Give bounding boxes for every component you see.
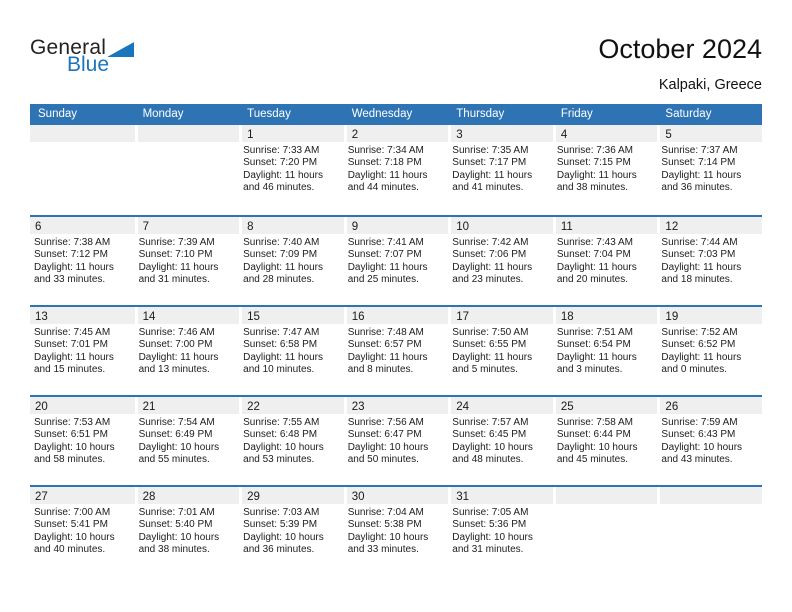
sunset-text: Sunset: 7:14 PM (661, 157, 736, 169)
daylight-text-line1: Daylight: 10 hours (138, 441, 220, 453)
day-cell-20 (30, 397, 135, 485)
logo-text-general: General (30, 36, 107, 59)
daylight-text-line2: and 33 minutes. (34, 274, 106, 286)
day-number: 3 (456, 129, 463, 141)
day-details (553, 414, 658, 467)
day-details (135, 142, 240, 145)
sunset-text: Sunset: 6:44 PM (556, 429, 631, 441)
week-row-4 (30, 395, 762, 485)
day-number-strip (660, 307, 762, 324)
sunrise-text: Sunrise: 7:34 AM (347, 145, 424, 156)
day-number: 20 (35, 401, 48, 413)
day-number: 25 (560, 401, 574, 413)
day-number: 22 (247, 401, 260, 413)
day-number: 4 (560, 129, 568, 141)
sunrise-text: Sunrise: 7:41 AM (347, 237, 424, 248)
day-cell-3 (448, 125, 553, 215)
sunrise-text: Sunrise: 7:48 AM (347, 327, 424, 338)
sunrise-text: Sunrise: 7:50 AM (452, 327, 529, 338)
day-cell-24 (448, 397, 553, 485)
day-number: 27 (35, 491, 48, 503)
day-cell-19 (657, 307, 762, 395)
daylight-text-line2: and 58 minutes. (34, 454, 106, 466)
day-number: 31 (456, 491, 470, 503)
day-number-strip (138, 487, 240, 504)
sunset-text: Sunset: 7:07 PM (347, 249, 422, 261)
week-row-2 (30, 215, 762, 305)
weekday-label-monday: Monday (142, 108, 184, 120)
daylight-text-line1: Daylight: 11 hours (138, 351, 219, 363)
day-details (553, 142, 658, 195)
sunset-text: Sunset: 6:57 PM (347, 339, 422, 351)
day-number: 15 (247, 311, 260, 323)
day-number: 14 (142, 311, 156, 323)
sunrise-text: Sunrise: 7:35 AM (452, 145, 529, 156)
sunset-text: Sunset: 6:43 PM (661, 429, 736, 441)
day-number: 26 (665, 401, 679, 413)
day-number-strip (556, 217, 658, 234)
week-row-5 (30, 485, 762, 575)
day-details (30, 504, 135, 557)
sunset-text: Sunset: 7:20 PM (243, 157, 318, 169)
day-number: 24 (456, 401, 470, 413)
day-cell-30 (344, 487, 449, 575)
daylight-text-line1: Daylight: 10 hours (452, 531, 533, 543)
day-number-strip (347, 125, 449, 142)
sunrise-text: Sunrise: 7:58 AM (556, 417, 633, 428)
sunset-text: Sunset: 7:18 PM (347, 157, 422, 169)
daylight-text-line2: and 36 minutes. (243, 544, 315, 556)
day-cell-4 (553, 125, 658, 215)
daylight-text-line1: Daylight: 11 hours (243, 261, 323, 273)
daylight-text-line2: and 15 minutes. (34, 364, 106, 376)
day-cell-empty (553, 487, 658, 575)
day-details (239, 234, 344, 287)
logo-text-blue: Blue (67, 53, 110, 76)
sunrise-text: Sunrise: 7:38 AM (34, 237, 111, 248)
day-number-strip (660, 397, 762, 414)
day-number-strip (242, 125, 344, 142)
day-details (553, 504, 658, 507)
day-cell-2 (344, 125, 449, 215)
day-cell-25 (553, 397, 658, 485)
day-number-strip (451, 125, 553, 142)
day-number-strip (347, 307, 449, 324)
sunrise-text: Sunrise: 7:39 AM (138, 237, 215, 248)
day-details (135, 234, 240, 287)
sunset-text: Sunset: 6:45 PM (452, 429, 527, 441)
day-cell-10 (448, 217, 553, 305)
day-details (448, 414, 553, 467)
daylight-text-line1: Daylight: 11 hours (661, 261, 742, 273)
weekday-label-saturday: Saturday (665, 108, 712, 120)
day-number-strip (30, 217, 135, 234)
day-details (448, 234, 553, 287)
day-details (239, 324, 344, 377)
day-number-strip (138, 397, 240, 414)
daylight-text-line1: Daylight: 10 hours (347, 441, 429, 453)
location-subtitle: Kalpaki, Greece (658, 77, 762, 93)
day-number-strip (30, 487, 135, 504)
daylight-text-line2: and 31 minutes. (138, 274, 210, 286)
day-number-strip (451, 487, 553, 504)
sunset-text: Sunset: 6:52 PM (661, 339, 736, 351)
day-number: 10 (456, 221, 470, 233)
daylight-text-line2: and 46 minutes. (243, 182, 315, 194)
daylight-text-line2: and 38 minutes. (556, 182, 629, 194)
sunset-text: Sunset: 5:41 PM (34, 519, 108, 531)
sunrise-text: Sunrise: 7:36 AM (556, 145, 633, 156)
daylight-text-line2: and 55 minutes. (138, 454, 210, 466)
day-number-strip (660, 487, 762, 504)
sunrise-text: Sunrise: 7:04 AM (347, 507, 424, 518)
day-details (553, 234, 658, 287)
sunset-text: Sunset: 7:12 PM (34, 249, 108, 261)
day-details (135, 324, 240, 377)
weekday-label-thursday: Thursday (456, 108, 505, 120)
daylight-text-line2: and 40 minutes. (34, 544, 106, 556)
day-details (344, 414, 449, 467)
daylight-text-line1: Daylight: 11 hours (452, 351, 533, 363)
daylight-text-line2: and 41 minutes. (452, 182, 524, 194)
sunset-text: Sunset: 7:06 PM (452, 249, 527, 261)
daylight-text-line2: and 25 minutes. (347, 274, 419, 286)
sunset-text: Sunset: 6:54 PM (556, 339, 631, 351)
daylight-text-line2: and 45 minutes. (556, 454, 629, 466)
day-number: 21 (142, 401, 156, 413)
daylight-text-line1: Daylight: 11 hours (34, 351, 114, 363)
day-number-strip (242, 217, 344, 234)
day-details (30, 414, 135, 467)
day-details (657, 414, 762, 467)
sunrise-text: Sunrise: 7:59 AM (661, 417, 738, 428)
sunset-text: Sunset: 6:51 PM (34, 429, 108, 441)
sunset-text: Sunset: 5:38 PM (347, 519, 422, 531)
day-number-strip (242, 397, 344, 414)
day-number-strip (451, 397, 553, 414)
day-number-strip (347, 397, 449, 414)
day-cell-16 (344, 307, 449, 395)
day-number-strip (30, 125, 135, 142)
daylight-text-line1: Daylight: 11 hours (661, 351, 742, 363)
sunrise-text: Sunrise: 7:01 AM (138, 507, 215, 518)
weekday-label-friday: Friday (560, 108, 593, 120)
sunrise-text: Sunrise: 7:55 AM (243, 417, 320, 428)
daylight-text-line2: and 38 minutes. (138, 544, 210, 556)
day-cell-empty (657, 487, 762, 575)
daylight-text-line2: and 50 minutes. (347, 454, 419, 466)
sunrise-text: Sunrise: 7:40 AM (243, 237, 320, 248)
day-cell-9 (344, 217, 449, 305)
sunset-text: Sunset: 5:36 PM (452, 519, 527, 531)
day-number-strip (138, 307, 240, 324)
day-details (448, 324, 553, 377)
day-cell-23 (344, 397, 449, 485)
calendar-table (30, 104, 762, 575)
day-cell-26 (657, 397, 762, 485)
day-details (344, 324, 449, 377)
sunrise-text: Sunrise: 7:47 AM (243, 327, 320, 338)
day-details (239, 504, 344, 557)
day-details (30, 324, 135, 377)
day-number-strip (451, 217, 553, 234)
day-cell-15 (239, 307, 344, 395)
sunrise-text: Sunrise: 7:37 AM (661, 145, 738, 156)
day-number-strip (556, 307, 658, 324)
day-details (553, 324, 658, 377)
day-number-strip (242, 487, 344, 504)
daylight-text-line1: Daylight: 10 hours (34, 441, 115, 453)
daylight-text-line1: Daylight: 11 hours (556, 261, 637, 273)
daylight-text-line2: and 36 minutes. (661, 182, 733, 194)
daylight-text-line2: and 0 minutes. (661, 364, 728, 376)
daylight-text-line2: and 8 minutes. (347, 364, 414, 376)
day-cell-29 (239, 487, 344, 575)
day-number: 13 (35, 311, 48, 323)
week-row-3 (30, 305, 762, 395)
day-number-strip (451, 307, 553, 324)
sunrise-text: Sunrise: 7:43 AM (556, 237, 633, 248)
daylight-text-line1: Daylight: 10 hours (347, 531, 429, 543)
daylight-text-line1: Daylight: 11 hours (452, 169, 533, 181)
day-details (135, 504, 240, 557)
daylight-text-line2: and 3 minutes. (556, 364, 623, 376)
day-number-strip (30, 307, 135, 324)
sunset-text: Sunset: 6:48 PM (243, 429, 318, 441)
week-row-1 (30, 125, 762, 215)
day-details (135, 414, 240, 467)
daylight-text-line1: Daylight: 11 hours (556, 169, 637, 181)
day-cell-21 (135, 397, 240, 485)
page-title: October 2024 (598, 34, 762, 64)
daylight-text-line2: and 43 minutes. (661, 454, 733, 466)
day-details (30, 234, 135, 287)
day-number: 7 (142, 221, 149, 233)
sunrise-text: Sunrise: 7:56 AM (347, 417, 424, 428)
daylight-text-line1: Daylight: 10 hours (34, 531, 115, 543)
daylight-text-line2: and 44 minutes. (347, 182, 419, 194)
day-cell-27 (30, 487, 135, 575)
day-cell-8 (239, 217, 344, 305)
day-details (657, 234, 762, 287)
day-number: 9 (351, 221, 359, 233)
day-number: 8 (247, 221, 254, 233)
day-cell-22 (239, 397, 344, 485)
day-number: 29 (247, 491, 260, 503)
sunset-text: Sunset: 7:01 PM (34, 339, 108, 351)
sunset-text: Sunset: 7:03 PM (661, 249, 736, 261)
day-cell-11 (553, 217, 658, 305)
sunset-text: Sunset: 7:15 PM (556, 157, 631, 169)
sunset-text: Sunset: 7:04 PM (556, 249, 631, 261)
daylight-text-line1: Daylight: 11 hours (243, 351, 323, 363)
day-number: 19 (665, 311, 679, 323)
daylight-text-line1: Daylight: 10 hours (243, 531, 324, 543)
daylight-text-line1: Daylight: 10 hours (661, 441, 743, 453)
day-number-strip (347, 217, 449, 234)
day-cell-6 (30, 217, 135, 305)
daylight-text-line1: Daylight: 11 hours (347, 351, 428, 363)
daylight-text-line1: Daylight: 10 hours (452, 441, 533, 453)
day-details (344, 142, 449, 195)
daylight-text-line1: Daylight: 11 hours (452, 261, 533, 273)
daylight-text-line1: Daylight: 10 hours (556, 441, 638, 453)
day-number: 30 (351, 491, 365, 503)
day-cell-17 (448, 307, 553, 395)
day-number: 11 (560, 221, 573, 233)
sunrise-text: Sunrise: 7:33 AM (243, 145, 320, 156)
day-details (657, 504, 762, 507)
day-cell-1 (239, 125, 344, 215)
day-number-strip (138, 217, 240, 234)
day-number-strip (556, 487, 658, 504)
calendar-grid (30, 125, 762, 575)
day-number: 6 (35, 221, 42, 233)
daylight-text-line2: and 13 minutes. (138, 364, 210, 376)
sunrise-text: Sunrise: 7:44 AM (661, 237, 738, 248)
day-cell-13 (30, 307, 135, 395)
sunset-text: Sunset: 6:55 PM (452, 339, 527, 351)
sunrise-text: Sunrise: 7:46 AM (138, 327, 215, 338)
daylight-text-line1: Daylight: 11 hours (347, 169, 428, 181)
sunrise-text: Sunrise: 7:03 AM (243, 507, 320, 518)
daylight-text-line2: and 18 minutes. (661, 274, 733, 286)
daylight-text-line1: Daylight: 11 hours (661, 169, 742, 181)
day-number-strip (660, 217, 762, 234)
day-details (657, 142, 762, 195)
day-details (344, 234, 449, 287)
daylight-text-line1: Daylight: 11 hours (243, 169, 323, 181)
day-number: 5 (665, 129, 672, 141)
daylight-text-line2: and 31 minutes. (452, 544, 524, 556)
daylight-text-line1: Daylight: 11 hours (347, 261, 428, 273)
day-number-strip (660, 125, 762, 142)
daylight-text-line1: Daylight: 10 hours (243, 441, 324, 453)
day-number: 16 (351, 311, 365, 323)
day-cell-7 (135, 217, 240, 305)
title-block (30, 34, 762, 93)
day-number: 12 (665, 221, 679, 233)
sunrise-text: Sunrise: 7:00 AM (34, 507, 111, 518)
day-cell-14 (135, 307, 240, 395)
day-number: 1 (247, 129, 254, 141)
sunrise-text: Sunrise: 7:53 AM (34, 417, 111, 428)
day-number: 18 (560, 311, 574, 323)
sunrise-text: Sunrise: 7:51 AM (556, 327, 633, 338)
day-cell-28 (135, 487, 240, 575)
day-number: 2 (351, 129, 359, 141)
day-details (448, 142, 553, 195)
sunrise-text: Sunrise: 7:54 AM (138, 417, 215, 428)
day-cell-5 (657, 125, 762, 215)
sunset-text: Sunset: 7:10 PM (138, 249, 213, 261)
daylight-text-line2: and 5 minutes. (452, 364, 518, 376)
daylight-text-line2: and 48 minutes. (452, 454, 524, 466)
daylight-text-line1: Daylight: 11 hours (34, 261, 114, 273)
day-details (239, 142, 344, 195)
day-details (448, 504, 553, 557)
sunset-text: Sunset: 7:09 PM (243, 249, 318, 261)
sunset-text: Sunset: 7:00 PM (138, 339, 213, 351)
sunset-text: Sunset: 6:58 PM (243, 339, 318, 351)
sunset-text: Sunset: 5:40 PM (138, 519, 213, 531)
day-cell-empty (135, 125, 240, 215)
weekday-label-sunday: Sunday (38, 108, 78, 120)
sunrise-text: Sunrise: 7:57 AM (452, 417, 529, 428)
day-details (344, 504, 449, 557)
sunset-text: Sunset: 6:49 PM (138, 429, 213, 441)
day-cell-empty (30, 125, 135, 215)
day-cell-12 (657, 217, 762, 305)
daylight-text-line2: and 23 minutes. (452, 274, 524, 286)
day-number-strip (556, 125, 658, 142)
sunrise-text: Sunrise: 7:42 AM (452, 237, 529, 248)
day-number-strip (242, 307, 344, 324)
daylight-text-line2: and 28 minutes. (243, 274, 315, 286)
daylight-text-line1: Daylight: 11 hours (556, 351, 637, 363)
sunrise-text: Sunrise: 7:45 AM (34, 327, 111, 338)
daylight-text-line1: Daylight: 11 hours (138, 261, 219, 273)
weekday-header-row (30, 104, 762, 125)
day-number: 23 (351, 401, 365, 413)
day-number-strip (347, 487, 449, 504)
sunrise-text: Sunrise: 7:52 AM (661, 327, 738, 338)
weekday-label-tuesday: Tuesday (247, 108, 291, 120)
sunset-text: Sunset: 7:17 PM (452, 157, 527, 169)
daylight-text-line2: and 33 minutes. (347, 544, 419, 556)
day-cell-18 (553, 307, 658, 395)
sunrise-text: Sunrise: 7:05 AM (452, 507, 529, 518)
day-number-strip (30, 397, 135, 414)
day-number-strip (138, 125, 240, 142)
day-details (657, 324, 762, 377)
sunset-text: Sunset: 5:39 PM (243, 519, 318, 531)
day-cell-31 (448, 487, 553, 575)
daylight-text-line2: and 53 minutes. (243, 454, 315, 466)
day-number: 17 (456, 311, 470, 323)
day-details (30, 142, 135, 145)
weekday-label-wednesday: Wednesday (351, 108, 413, 120)
daylight-text-line2: and 20 minutes. (556, 274, 629, 286)
daylight-text-line1: Daylight: 10 hours (138, 531, 220, 543)
daylight-text-line2: and 10 minutes. (243, 364, 315, 376)
day-details (239, 414, 344, 467)
day-number: 28 (142, 491, 156, 503)
sunset-text: Sunset: 6:47 PM (347, 429, 422, 441)
day-number-strip (556, 397, 658, 414)
